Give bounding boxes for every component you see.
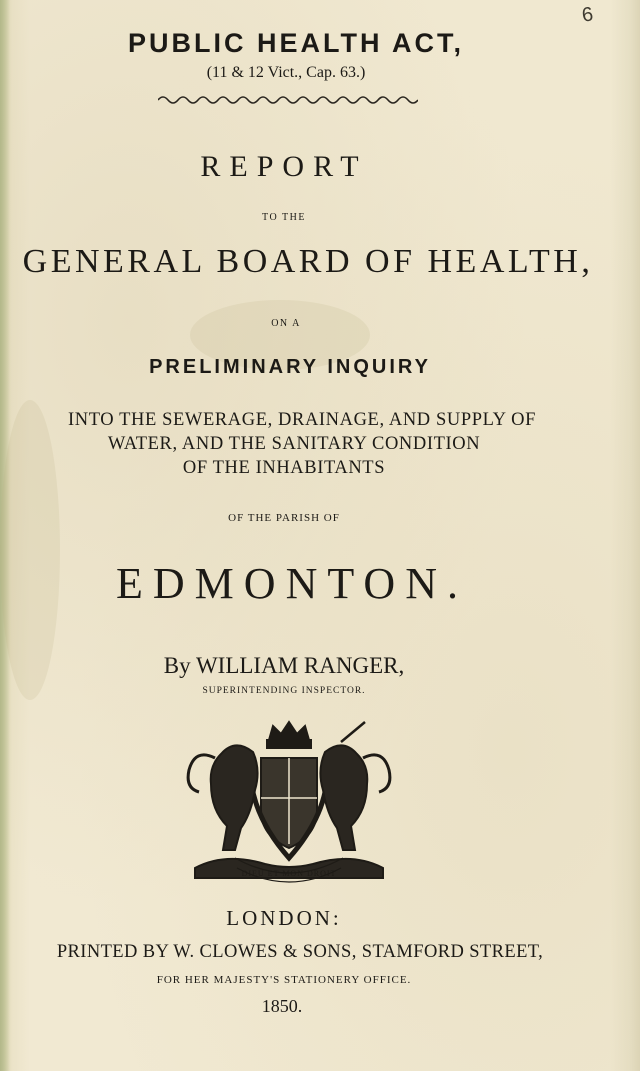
to-the-label: TO THE bbox=[262, 212, 306, 223]
act-citation: (11 & 12 Vict., Cap. 63.) bbox=[206, 64, 366, 81]
act-title: PUBLIC HEALTH ACT, bbox=[128, 28, 464, 58]
parish-of-label: OF THE PARISH OF bbox=[228, 512, 340, 524]
on-a-label: ON A bbox=[271, 318, 301, 329]
author-line: By WILLIAM RANGER, bbox=[163, 653, 405, 678]
subject-line: INTO THE SEWERAGE, DRAINAGE, AND SUPPLY OF bbox=[67, 410, 537, 430]
board-title: GENERAL BOARD OF HEALTH, bbox=[22, 243, 594, 280]
wavy-rule-ornament bbox=[158, 92, 418, 108]
printer-for-line: FOR HER MAJESTY'S STATIONERY OFFICE. bbox=[156, 974, 412, 986]
publication-year: 1850. bbox=[261, 996, 303, 1016]
place-name: EDMONTON. bbox=[116, 559, 468, 608]
royal-coat-of-arms-icon bbox=[165, 718, 413, 893]
subject-line: WATER, AND THE SANITARY CONDITION bbox=[107, 434, 481, 454]
report-heading: REPORT bbox=[200, 150, 368, 183]
city-line: LONDON: bbox=[226, 906, 342, 930]
printer-line: PRINTED BY W. CLOWES & SONS, STAMFORD STREET, bbox=[56, 942, 544, 962]
subject-line: OF THE INHABITANTS bbox=[182, 458, 386, 478]
inquiry-heading: PRELIMINARY INQUIRY bbox=[149, 356, 431, 378]
author-role: SUPERINTENDING INSPECTOR. bbox=[202, 686, 366, 696]
coat-of-arms-motto: DIEU ET MON DROIT bbox=[241, 869, 337, 878]
margin-mark: 6 bbox=[580, 3, 595, 27]
